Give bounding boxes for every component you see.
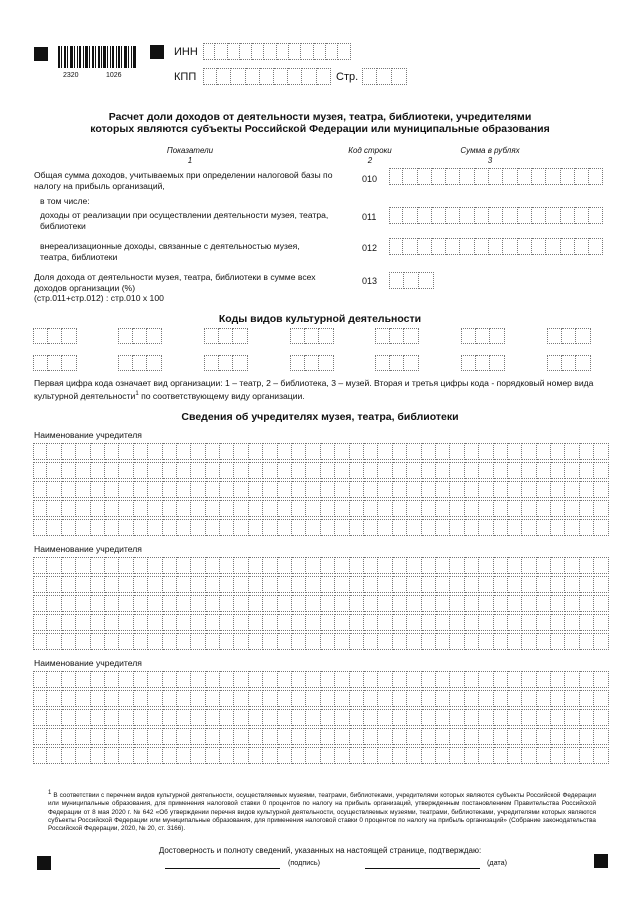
amount-cell[interactable] [475,207,489,224]
culture-codes-title: Коды видов культурной деятельности [218,313,422,325]
including-label: в том числе: [40,196,90,206]
registration-mark-top-mid [150,45,164,59]
barcode-number-right: 1026 [106,72,122,79]
kpp-label: КПП [174,71,197,83]
amount-cell[interactable] [561,238,575,255]
confirmation-text: Достоверность и полноту сведений, указанных на настоящей странице, подтверждаю: [158,846,482,855]
section-title-line2: которых являются субъекты Российской Федерации или муниципальные образования [90,123,550,135]
founder-name-label-1: Наименование учредителя [34,430,142,440]
culture-codes-note: Первая цифра кода означает вид организации: 1 – театр, 2 – библиотека, 3 – музей. Вторая и третья цифры кода - порядковый номер вида культурной деятельности$^1$ по соответствующему виду организации. [34,378,594,401]
amount-cell[interactable] [389,238,403,255]
culture-code-box[interactable] [461,328,505,344]
culture-code-box[interactable] [461,355,505,371]
amount-cell[interactable] [418,207,432,224]
amount-cell[interactable] [532,168,546,185]
amount-cell[interactable] [561,207,575,224]
amount-cell[interactable] [546,238,560,255]
amount-cell[interactable] [446,238,460,255]
amount-cell[interactable] [518,207,532,224]
culture-code-box[interactable] [118,355,162,371]
amount-cell[interactable] [532,238,546,255]
amount-cell[interactable] [418,168,432,185]
founders-title: Сведения об учредителях музея, театра, библиотеки [181,411,459,423]
founder-name-row[interactable] [33,747,609,764]
amount-cell[interactable] [489,207,503,224]
culture-code-box[interactable] [547,355,591,371]
page-number-cells[interactable] [362,68,407,85]
culture-code-box[interactable] [33,355,77,371]
signature-caption: (подпись) [288,858,320,867]
founder-name-row[interactable] [33,595,609,612]
row-011-label: доходы от реализации при осуществлении деятельности музея, театра, библиотеки [40,210,329,231]
amount-cell[interactable] [460,207,474,224]
founder-name-row[interactable] [33,500,609,517]
amount-cell[interactable] [503,207,517,224]
founder-name-row[interactable] [33,576,609,593]
amount-cell[interactable] [546,168,560,185]
amount-cell[interactable] [418,238,432,255]
row-010-amount-cells[interactable] [389,168,603,185]
amount-cell[interactable] [389,168,403,185]
amount-cell[interactable] [546,207,560,224]
founder-name-row[interactable] [33,690,609,707]
row-012-code: 012 [362,243,378,253]
amount-cell[interactable] [489,238,503,255]
amount-cell[interactable] [575,207,589,224]
culture-code-box[interactable] [290,328,334,344]
amount-cell[interactable] [460,168,474,185]
signature-line[interactable] [165,868,280,869]
amount-cell[interactable] [503,168,517,185]
row-012-amount-cells[interactable] [389,238,603,255]
founder-name-row[interactable] [33,443,609,460]
founder-name-label-3: Наименование учредителя [34,658,142,668]
culture-code-box[interactable] [290,355,334,371]
inn-cells[interactable] [203,43,351,60]
founder-name-row[interactable] [33,557,609,574]
amount-cell[interactable] [446,168,460,185]
amount-cell[interactable] [561,168,575,185]
culture-code-box[interactable] [375,328,419,344]
amount-cell[interactable] [503,238,517,255]
column-header-indicators: Показатели 1 [166,146,214,165]
culture-code-box[interactable] [547,328,591,344]
amount-cell[interactable] [432,207,446,224]
row-013-label: Доля дохода от деятельности музея, театра, библиотеки в сумме всех доходов организации (%) [34,272,316,293]
page-label: Стр. [336,71,359,83]
registration-mark-bottom-left [37,856,51,870]
amount-cell[interactable] [475,238,489,255]
row-011-code: 011 [362,212,377,222]
founder-name-row[interactable] [33,481,609,498]
founder-name-row[interactable] [33,519,609,536]
kpp-cells[interactable] [203,68,331,85]
founder-name-row[interactable] [33,709,609,726]
amount-cell[interactable] [589,168,603,185]
row-013-formula: (стр.011+стр.012) : стр.010 х 100 [34,293,164,303]
registration-mark-top-left [34,47,48,61]
amount-cell[interactable] [589,207,603,224]
row-013-code: 013 [362,276,378,286]
row-010-label: Общая сумма доходов, учитываемых при определении налоговой базы по налогу на прибыль организаций, [34,170,333,191]
registration-mark-bottom-right [594,854,608,868]
row-013-percent-cells[interactable] [389,272,434,289]
founder-name-row[interactable] [33,633,609,650]
culture-code-box[interactable] [118,328,162,344]
section-title-line1: Расчет доли доходов от деятельности музея, театра, библиотеки, учредителями [108,111,532,123]
date-line[interactable] [365,868,480,869]
amount-cell[interactable] [532,207,546,224]
amount-cell[interactable] [518,168,532,185]
row-012-label: внереализационные доходы, связанные с деятельностью музея, театра, библиотеки [40,241,300,262]
inn-label: ИНН [174,46,198,58]
amount-cell[interactable] [575,238,589,255]
column-header-amount: Сумма в рублях 3 [460,146,520,165]
culture-code-box[interactable] [204,355,248,371]
amount-cell[interactable] [403,207,417,224]
culture-code-box[interactable] [33,328,77,344]
amount-cell[interactable] [575,168,589,185]
amount-cell[interactable] [432,168,446,185]
culture-code-box[interactable] [375,355,419,371]
amount-cell[interactable] [460,238,474,255]
amount-cell[interactable] [489,168,503,185]
barcode-number-left: 2320 [63,72,79,79]
founder-name-row[interactable] [33,614,609,631]
footnote: $^1$ В соответствии с перечнем видов культурной деятельности, осуществляемых музеями, театрами, библиотеками, учредителями которых являются субъекты Российской Федерации или муниципальные образования, для применения налоговой ставки 0 процентов по налогу на прибыль организаций, утвержденным постановлением Правительства Российской Федерации от 8 мая 2020 г. № 642 «Об утверждении перечня видов культурной деятельности, осуществляемых музеями, театрами, библиотеками, учредителями которых являются субъекты Российской Федерации или муниципальные образования, для применения налоговой ставки 0 процентов по налогу на прибыль организаций» (Собрание законодательства Российской Федерации, 2020, № 20, ст. 3166). [48,790,596,833]
founder-name-row[interactable] [33,671,609,688]
row-010-code: 010 [362,174,378,184]
row-011-amount-cells[interactable] [389,207,603,224]
column-header-code: Код строки 2 [348,146,392,165]
amount-cell[interactable] [475,168,489,185]
amount-cell[interactable] [403,168,417,185]
amount-cell[interactable] [446,207,460,224]
amount-cell[interactable] [432,238,446,255]
founder-name-label-2: Наименование учредителя [34,544,142,554]
culture-code-box[interactable] [204,328,248,344]
amount-cell[interactable] [589,238,603,255]
amount-cell[interactable] [403,238,417,255]
founder-name-row[interactable] [33,462,609,479]
founder-name-row[interactable] [33,728,609,745]
date-caption: (дата) [487,858,508,867]
amount-cell[interactable] [518,238,532,255]
amount-cell[interactable] [389,207,403,224]
barcode [58,46,136,68]
